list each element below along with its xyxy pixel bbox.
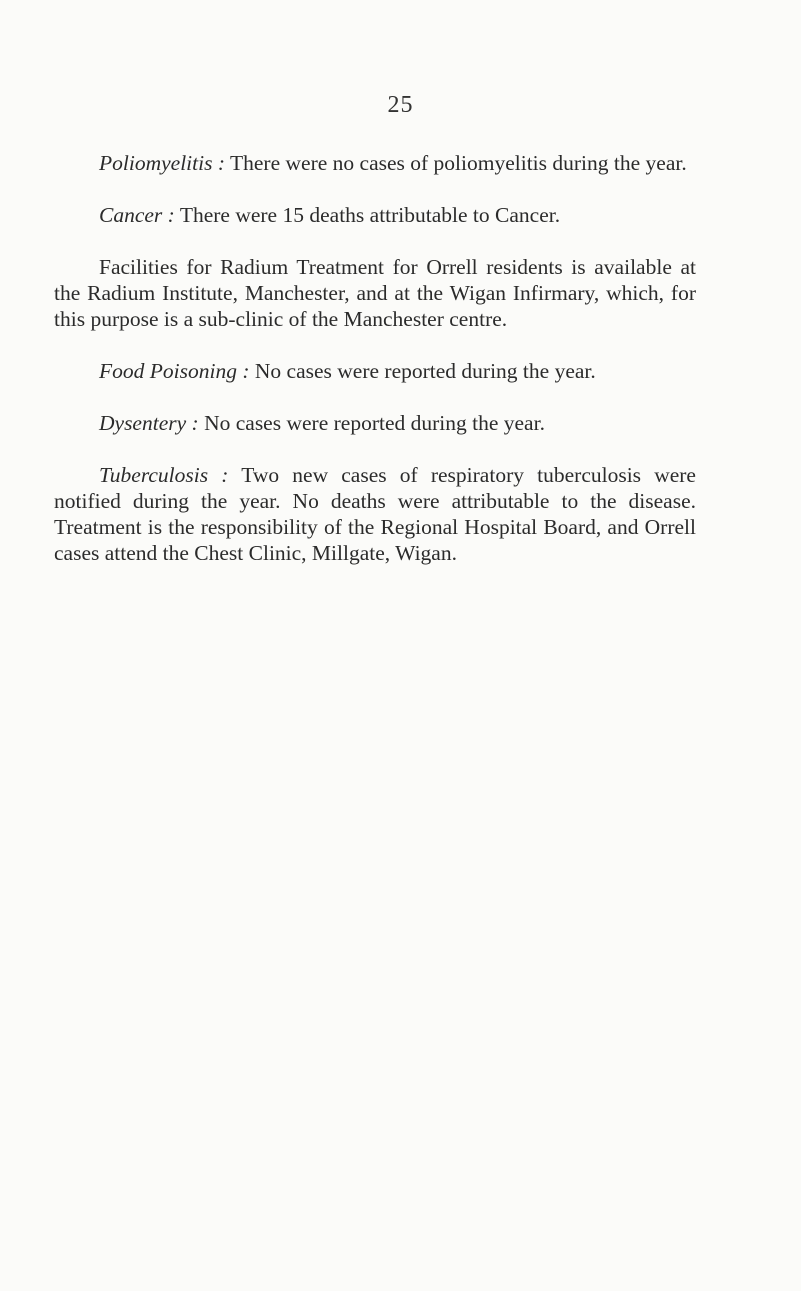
paragraph-tuberculosis bbox=[54, 462, 696, 566]
document-body bbox=[54, 150, 696, 592]
text-radium-facilities: Facilities for Radium Treatment for Orrell residents is available at the Radium Institute, Manchester, and at the Wigan Infirmary, which, for this purpose is a sub-clinic of the Manchester centre. bbox=[54, 255, 696, 331]
text-food-poisoning: No cases were reported during the year. bbox=[254, 359, 596, 383]
text-poliomyelitis: There were no cases of poliomyelitis during the year. bbox=[230, 151, 687, 175]
heading-food-poisoning: Food Poisoning : bbox=[99, 359, 250, 383]
heading-tuberculosis: Tuberculosis : bbox=[99, 463, 229, 487]
paragraph-poliomyelitis bbox=[54, 150, 696, 176]
text-tuberculosis: Two new cases of respiratory tuberculosis were notified during the year. No deaths were attributable to the disease. Treatment is the responsibility of the Regional Hospital Board, and Orrell cases attend the Chest Clinic, Millgate, Wigan. bbox=[54, 463, 696, 565]
paragraph-cancer bbox=[54, 202, 696, 228]
heading-dysentery: Dysentery : bbox=[99, 411, 199, 435]
page-number: 25 bbox=[387, 92, 414, 118]
heading-poliomyelitis: Poliomyelitis : bbox=[99, 151, 225, 175]
text-cancer: There were 15 deaths attributable to Cancer. bbox=[179, 203, 561, 227]
paragraph-radium-facilities bbox=[54, 254, 696, 332]
heading-cancer: Cancer : bbox=[99, 203, 175, 227]
text-dysentery: No cases were reported during the year. bbox=[204, 411, 545, 435]
paragraph-dysentery bbox=[54, 410, 696, 436]
paragraph-food-poisoning bbox=[54, 358, 696, 384]
